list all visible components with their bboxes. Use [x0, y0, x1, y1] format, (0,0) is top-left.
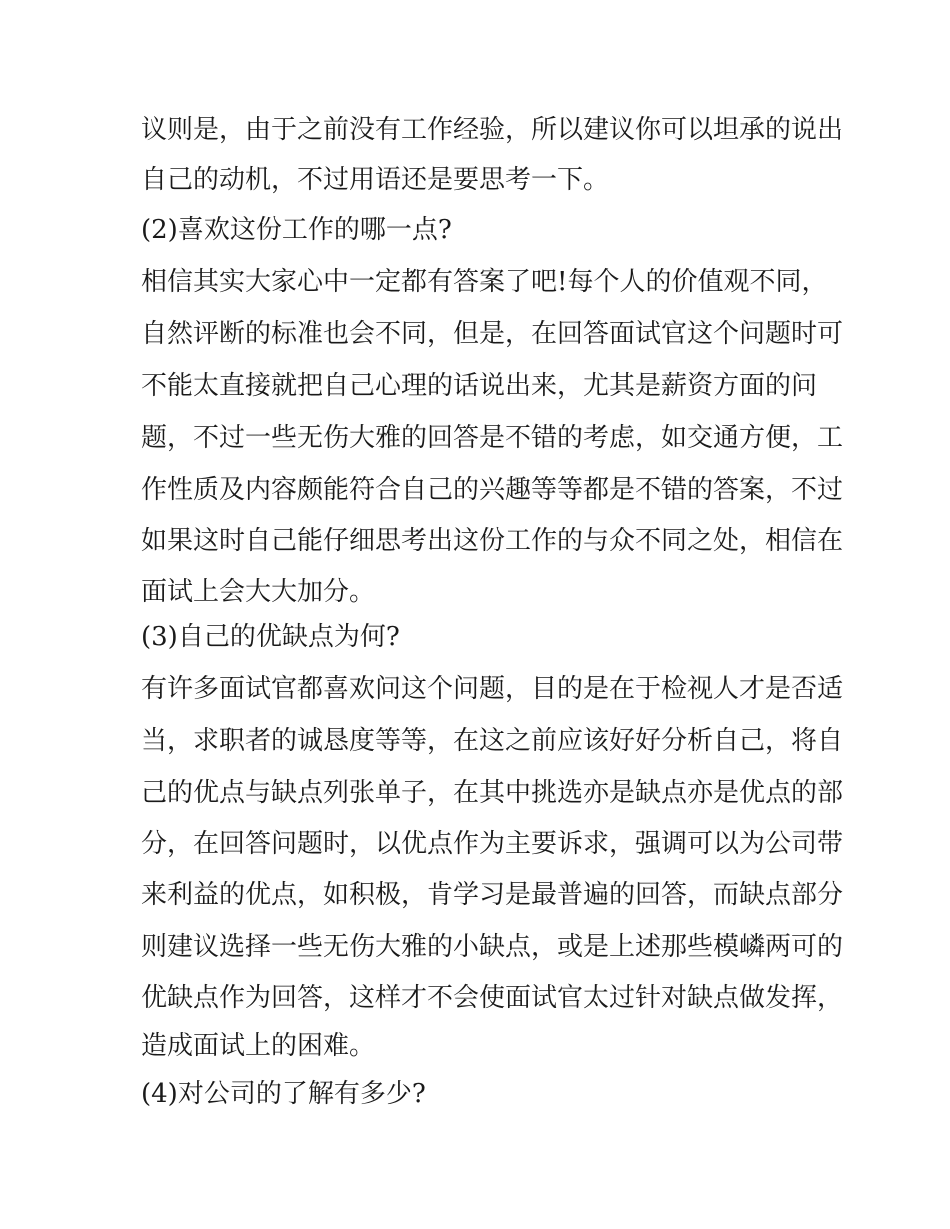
text-line: 造成面试上的困难。: [141, 1031, 376, 1061]
text-line: 作性质及内容颇能符合自己的兴趣等等都是不错的答案，不过: [141, 475, 844, 505]
text-line: 题，不过一些无伤大雅的回答是不错的考虑，如交通方便，工: [141, 423, 844, 453]
section-heading: (3)自己的优缺点为何?: [141, 622, 400, 652]
text-line: 相信其实大家心中一定都有答案了吧!每个人的价值观不同，: [141, 267, 828, 297]
section-heading: (2)喜欢这份工作的哪一点?: [141, 215, 452, 245]
text-line: 议则是，由于之前没有工作经验，所以建议你可以坦承的说出: [141, 115, 844, 145]
text-line: 当，求职者的诚恳度等等，在这之前应该好好分析自己，将自: [141, 726, 844, 756]
text-line: 不能太直接就把自己心理的话说出来，尤其是薪资方面的问: [141, 371, 818, 401]
text-line: 自然评断的标准也会不同，但是，在回答面试官这个问题时可: [141, 319, 844, 349]
text-line: 自己的动机，不过用语还是要思考一下。: [141, 165, 610, 195]
text-line: 有许多面试官都喜欢问这个问题，目的是在于检视人才是否适: [141, 674, 844, 704]
text-line: 来利益的优点，如积极，肯学习是最普遍的回答，而缺点部分: [141, 880, 844, 910]
text-line: 优缺点作为回答，这样才不会使面试官太过针对缺点做发挥，: [141, 983, 844, 1013]
text-line: 如果这时自己能仔细思考出这份工作的与众不同之处，相信在: [141, 526, 844, 556]
text-line: 面试上会大大加分。: [141, 577, 376, 607]
text-line: 则建议选择一些无伤大雅的小缺点，或是上述那些模嶙两可的: [141, 932, 844, 962]
section-heading: (4)对公司的了解有多少?: [141, 1079, 426, 1109]
text-line: 己的优点与缺点列张单子，在其中挑选亦是缺点亦是优点的部: [141, 778, 844, 808]
text-line: 分，在回答问题时，以优点作为主要诉求，强调可以为公司带: [141, 829, 844, 859]
